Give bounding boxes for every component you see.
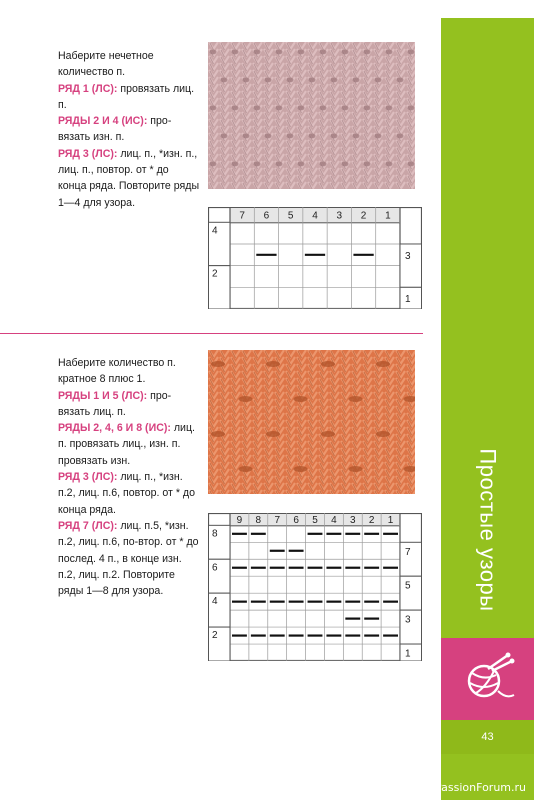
chart-column-label: 7: [239, 210, 245, 222]
chart-column-label: 2: [360, 210, 367, 222]
chart-column-label: 2: [368, 515, 375, 527]
yarn-icon-box: [441, 638, 534, 720]
chart-row-label-right: 3: [405, 614, 411, 626]
row-label: РЯД 7 (ЛС):: [58, 519, 118, 532]
chart-row-label-left: 2: [212, 630, 218, 642]
instruction-paragraph: [58, 355, 200, 388]
chart-column-label: 5: [287, 210, 294, 222]
instruction-paragraph: [58, 388, 200, 421]
instruction-paragraph: [58, 48, 200, 81]
chart-row-label-right: 7: [405, 546, 411, 558]
chart-column-label: 4: [312, 210, 318, 222]
pattern-1-chart: [208, 207, 422, 309]
chart-column-label: 3: [336, 210, 343, 222]
instruction-text: лиц. п., *изн. п., лиц. п., повтор. от * до конца ряда. Повторите ряды 1—4 для узора.: [58, 147, 200, 209]
chart-column-label: 6: [263, 210, 270, 222]
chart-row-label-right: 3: [405, 250, 411, 262]
instruction-text: лиц. п.5, *изн. п.2, лиц. п.6, по-втор. от * до послед. 4 п., в конце изн. п.2, лиц. п.2. Повторите ряды 1—8 для узора.: [58, 519, 199, 598]
instruction-text: лиц. п. провязать лиц., изн. п. провязать изн.: [58, 422, 195, 467]
pattern-1-swatch-photo: [208, 42, 415, 189]
yarn-ball-icon: [458, 651, 518, 707]
chart-column-label: 5: [312, 515, 318, 527]
instruction-text: Наберите нечетное количество п.: [58, 50, 154, 79]
pattern-1-instructions: [58, 48, 200, 211]
instruction-text: Наберите количество п. кратное 8 плюс 1.: [58, 357, 176, 386]
chart-column-label: 7: [274, 515, 281, 527]
instruction-text: провязать лиц. п.: [58, 82, 195, 111]
chart-row-label-left: 2: [212, 268, 218, 280]
instruction-paragraph: [58, 81, 200, 114]
chart-row-label-right: 5: [405, 580, 411, 592]
section-divider: [0, 333, 423, 334]
chart-column-label: 6: [293, 515, 299, 527]
instruction-paragraph: [58, 469, 200, 518]
section-title-vertical: [441, 440, 534, 620]
chart-row-label-right: 1: [405, 294, 411, 306]
instruction-paragraph: [58, 146, 200, 211]
pattern-2-chart: [208, 513, 422, 661]
chart-column-label: 9: [236, 515, 243, 527]
instruction-text: про-вязать изн. п.: [58, 115, 172, 144]
pattern-2-instructions: [58, 355, 200, 599]
pattern-2-swatch-photo: [208, 350, 415, 494]
chart-column-label: 1: [387, 515, 394, 527]
page-number: 43: [481, 731, 494, 743]
row-label: РЯДЫ 1 И 5 (ЛС):: [58, 389, 148, 402]
chart-row-label-left: 6: [212, 562, 218, 574]
chart-row-label-left: 4: [212, 596, 218, 608]
chart-column-label: 4: [331, 515, 337, 527]
row-label: РЯД 1 (ЛС):: [58, 82, 118, 95]
chart-column-label: 1: [385, 210, 391, 222]
chart-column-label: 3: [349, 515, 356, 527]
chart-row-label-left: 4: [212, 225, 218, 237]
watermark: PassionForum.ru: [435, 781, 526, 794]
row-label: РЯДЫ 2, 4, 6 И 8 (ИС):: [58, 422, 171, 435]
row-label: РЯД 3 (ЛС):: [58, 471, 118, 484]
chart-column-label: 8: [255, 515, 262, 527]
instruction-paragraph: [58, 420, 200, 469]
instruction-paragraph: [58, 518, 200, 599]
chart-row-label-left: 8: [212, 528, 218, 540]
instruction-text: про-вязать лиц. п.: [58, 389, 172, 418]
instruction-paragraph: [58, 113, 200, 146]
section-title: Простые узоры: [475, 448, 501, 612]
row-label: РЯДЫ 2 И 4 (ИС):: [58, 115, 148, 128]
row-label: РЯД 3 (ЛС):: [58, 147, 118, 160]
instruction-text: лиц. п., *изн. п.2, лиц. п.6, повтор. от * до конца ряда.: [58, 471, 195, 516]
chart-row-label-right: 1: [405, 648, 411, 660]
